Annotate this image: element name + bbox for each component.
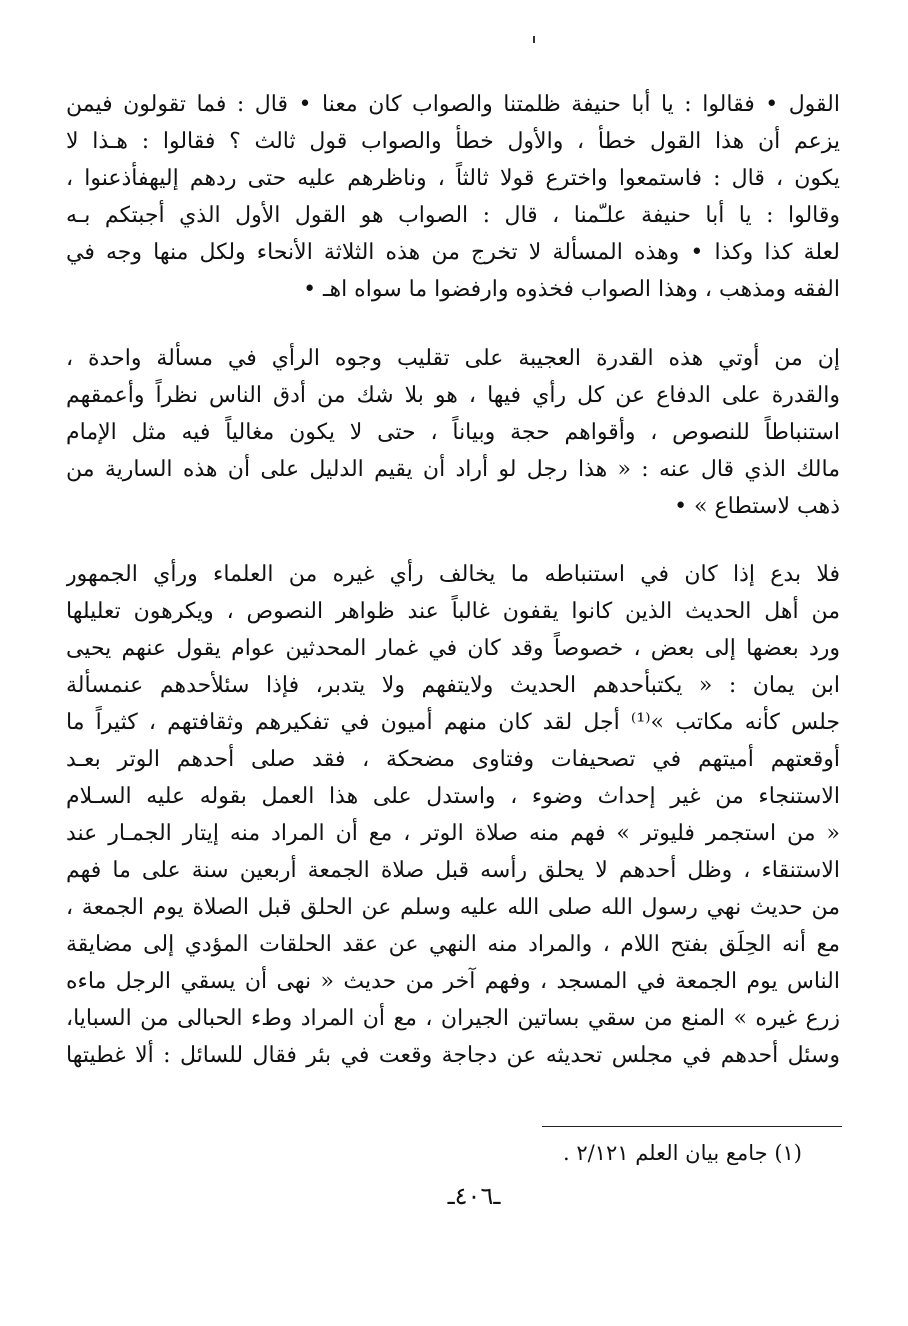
paragraph-3-line: « من استجمر فليوتر » فهم منه صلاة الوتر ، مع أن المراد منه إيتار الجمـار عند bbox=[66, 821, 840, 846]
paragraph-2 bbox=[66, 340, 840, 525]
paragraph-3-line: جلس كأنه مكاتب »⁽¹⁾ أجل لقد كان منهم أميون في تفكيرهم وثقافتهم ، كثيراً ما bbox=[66, 710, 840, 735]
paragraph-3-line: ابن يمان : « يكتبأحدهم الحديث ولايتفهم ولا يتدبر، فإذا سئلأحدهم عنمسألة bbox=[66, 673, 840, 698]
paragraph-1-line: يزعم أن هذا القول خطأ ، والأول خطأ والصواب قول ثالث ؟ فقالوا : هـذا لا bbox=[66, 129, 840, 154]
paragraph-2-line: إن من أوتي هذه القدرة العجيبة على تقليب وجوه الرأي في مسألة واحدة ، bbox=[66, 346, 840, 371]
paragraph-2-line: والقدرة على الدفاع عن كل رأي فيها ، هو بلا شك من أدق الناس نظراً وأعمقهم bbox=[66, 383, 840, 408]
paragraph-2-line: استنباطاً للنصوص ، وأقواهم حجة وبياناً ، حتى لا يكون مغالياً فيه مثل الإمام bbox=[66, 420, 840, 445]
paragraph-3-line: فلا بدع إذا كان في استنباطه ما يخالف رأي غيره من العلماء ورأي الجمهور bbox=[66, 562, 840, 587]
paragraph-1-line: يكون ، قال : فاستمعوا واخترع قولا ثالثاً ، وناظرهم عليه حتى ردهم إليهفأذعنوا ، bbox=[66, 166, 840, 191]
paragraph-3-line: زرع غيره » المنع من سقي بساتين الجيران ، مع أن المراد وطء الحبالى من السبايا، bbox=[66, 1006, 840, 1031]
paragraph-3-line: الاستنقاء ، وظل أحدهم لا يحلق رأسه قبل صلاة الجمعة أربعين سنة على ما فهم bbox=[66, 858, 840, 883]
paragraph-3-line: من أهل الحديث الذين كانوا يقفون غالباً عند ظواهر النصوص ، ويكرهون تعليلها bbox=[66, 599, 840, 624]
paragraph-1-line: القول • فقالوا : يا أبا حنيفة ظلمتنا والصواب كان معنا • قال : فما تقولون فيمن bbox=[66, 92, 840, 117]
paragraph-3-line: أوقعتهم أميتهم في تصحيفات وفتاوى مضحكة ، فقد صلى أحدهم الوتر بعـد bbox=[66, 747, 840, 772]
paragraph-2-line: مالك الذي قال عنه : « هذا رجل لو أراد أن يقيم الدليل على أن هذه السارية من bbox=[66, 457, 840, 482]
paragraph-3-line: الناس يوم الجمعة في المسجد ، وفهم آخر من حديث « نهى أن يسقي الرجل ماءه bbox=[66, 969, 840, 994]
paragraph-3 bbox=[66, 556, 840, 1074]
paragraph-3-line: مع أنه الحِلَق بفتح اللام ، والمراد منه النهي عن عقد الحلقات المؤدي إلى مضايقة bbox=[66, 932, 840, 957]
paragraph-2-line: ذهب لاستطاع » • bbox=[674, 494, 840, 519]
paragraph-3-line: الاستنجاء من غير إحداث وضوء ، واستدل على هذا العمل بقوله عليه السـلام bbox=[66, 784, 840, 809]
paragraph-1-line: لعلة كذا وكذا • وهذه المسألة لا تخرج من هذه الثلاثة الأنحاء ولكل منها وجه في bbox=[66, 240, 840, 265]
paragraph-1-line: الفقه ومذهب ، وهذا الصواب فخذوه وارفضوا ما سواه اهـ • bbox=[303, 277, 840, 302]
page-number: ـ٤٠٦ـ bbox=[447, 1182, 501, 1210]
footnote-divider bbox=[542, 1126, 842, 1127]
paragraph-1 bbox=[66, 86, 840, 308]
paragraph-1-line: وقالوا : يا أبا حنيفة علـّمنا ، قال : الصواب هو القول الأول الذي أجبتكم بـه bbox=[66, 203, 840, 228]
print-speck bbox=[533, 36, 535, 43]
paragraph-3-line: ورد بعضها إلى بعض ، خصوصاً وقد كان في غمار المحدثين عوام يقول عنهم يحيى bbox=[66, 636, 840, 661]
paragraph-3-line: من حديث نهي رسول الله صلى الله عليه وسلم عن الحلق قبل الصلاة يوم الجمعة ، bbox=[66, 895, 840, 920]
paragraph-3-line: وسئل أحدهم في مجلس تحديثه عن دجاجة وقعت في بئر فقال للسائل : ألا غطيتها bbox=[66, 1043, 840, 1068]
footnote: (١) جامع بيان العلم ٢/١٢١ . bbox=[562, 1141, 802, 1165]
